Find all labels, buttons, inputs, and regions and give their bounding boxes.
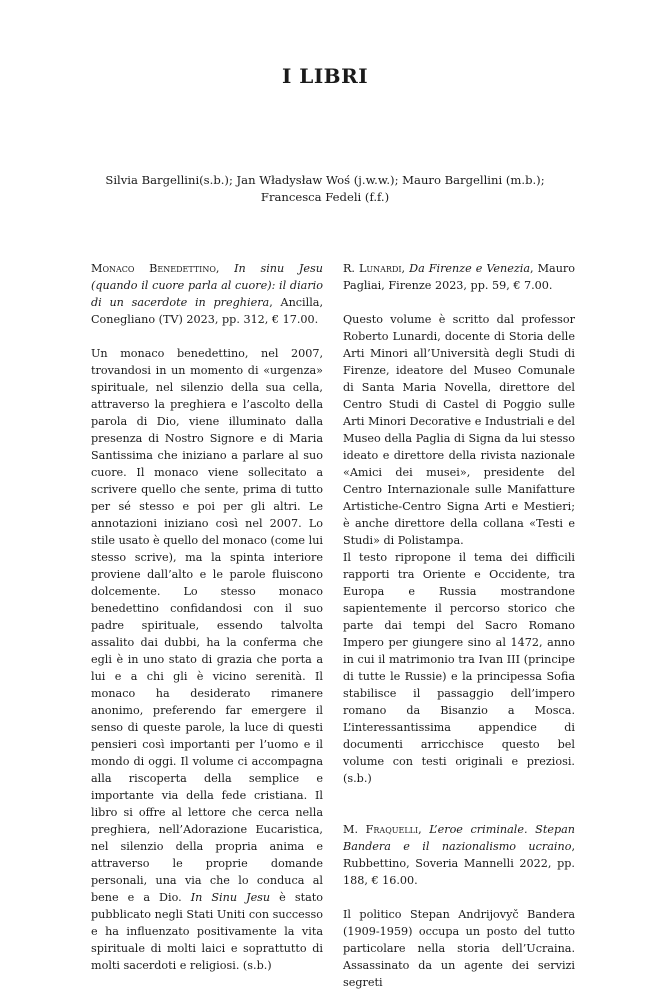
left-column: [91, 260, 323, 974]
review-body: Un monaco benedettino, nel 2007, trovandosi in un momento di «urgenza» spirituale, nel silenzio della sua cella, attraverso la preghiera e l’ascolto della parola di Dio, viene illuminato dalla presenza di Nostro Signore e di Maria Santissima che iniziano a parlare al suo cuore. Il monaco viene sollecitato a scrivere quello che sente, prima di tutto per sé stesso e poi per gli altri. Le annotazioni iniziano così nel 2007. Lo stile usato è quello del monaco (come lui stesso scrive), ma la spinta interiore proviene dall’alto e le parole fluiscono dolcemente. Lo stesso monaco benedettino confidandosi con il suo padre spirituale, essendo talvolta assalito dai dubbi, ha la conferma che egli è in uno stato di grazia che porta a lui e a chi gli è vicino serenità. Il monaco ha desiderato rimanere anonimo, preferendo far emergere il senso di queste parole, la luce di questi pensieri così importanti per l’uomo e il mondo di oggi. Il volume ci accompagna alla riscoperta della semplice e importante via della fede cristiana. Il libro si offre al lettore che cerca nella preghiera, nell’Adorazione Eucaristica, nel silenzio della propria anima e attraverso le proprie domande personali, una via che lo conduca al bene e a Dio. In Sinu Jesu è stato pubblicato negli Stati Uniti con successo e ha influenzato positivamente la vita spirituale di molti laici e soprattutto di molti sacerdoti e religiosi. (s.b.): [91, 347, 323, 972]
review-body-paragraph: Il politico Stepan Andrijovyč Bandera (1909-1959) occupa un posto del tutto particolare nella storia dell’Ucraina. Assassinato da un agente dei servizi segreti: [343, 908, 575, 989]
review-details: , Ancilla, Conegliano (TV) 2023, pp. 312, € 17.00.: [91, 296, 324, 326]
review-heading: Monaco Benedettino, In sinu Jesu (quando il cuore parla al cuore): il diario di un sacerdote in preghiera, Ancilla, Conegliano (TV) 2023, pp. 312, € 17.00.: [91, 262, 324, 326]
review-heading: R. Lunardi, Da Firenze e Venezia, Mauro Pagliai, Firenze 2023, pp. 59, € 7.00.: [343, 262, 575, 292]
review-details: , Rubbettino, Soveria Mannelli 2022, pp. 188, € 16.00.: [343, 840, 575, 887]
review-author: M. Fraquelli: [343, 823, 419, 836]
review-heading: M. Fraquelli, L’eroe criminale. Stepan Bandera e il nazionalismo ucraino, Rubbettino, Soveria Mannelli 2022, pp. 188, € 16.00.: [343, 823, 575, 887]
review-author: Monaco Benedettino: [91, 262, 216, 275]
review-book-title: L’eroe criminale. Stepan Bandera e il nazionalismo ucraino: [343, 823, 575, 853]
contributors-line: Silvia Bargellini(s.b.); Jan Władysław Woś (j.w.w.); Mauro Bargellini (m.b.); Francesca Fedeli (f.f.): [105, 173, 545, 204]
review-body-paragraph: Il testo ripropone il tema dei difficili rapporti tra Oriente e Occidente, tra Europa e Russia mostrandone sapientemente il percorso storico che parte dai tempi del Sacro Romano Impero per giungere sino al 1472, anno in cui il matrimonio tra Ivan III (principe di tutte le Russie) e la principessa Sofia stabilisce il passaggio dell’impero romano da Bisanzio a Mosca. L’interessantissima appendice di documenti arricchisce questo bel volume con testi originali e preziosi. (s.b.): [343, 551, 575, 785]
page-title: I LIBRI: [281, 64, 369, 88]
review-book-title: In sinu Jesu (quando il cuore parla al cuore): il diario di un sacerdote in preghiera: [91, 262, 323, 309]
review-body-italic: In Sinu Jesu: [190, 891, 271, 904]
review-book-title: Da Firenze e Venezia: [409, 262, 531, 275]
review-body-paragraph: Questo volume è scritto dal professor Roberto Lunardi, docente di Storia delle Arti Minori all’Università degli Studi di Firenze, ideatore del Museo Comunale di Santa Maria Novella, direttore del Centro Studi di Castel di Poggio sulle Arti Minori Decorative e Industriali e del Museo della Paglia di Signa da lui stesso ideato e direttore della rivista nazionale «Amici dei musei», presidente del Centro Internazionale sulle Manifatture Artistiche-Centro Signa Arti e Mestieri; è anche direttore della collana «Testi e Studi» di Polistampa.: [343, 313, 575, 547]
right-column: [343, 260, 575, 991]
review-author: R. Lunardi: [343, 262, 402, 275]
review-details: , Mauro Pagliai, Firenze 2023, pp. 59, € 7.00.: [343, 262, 575, 292]
